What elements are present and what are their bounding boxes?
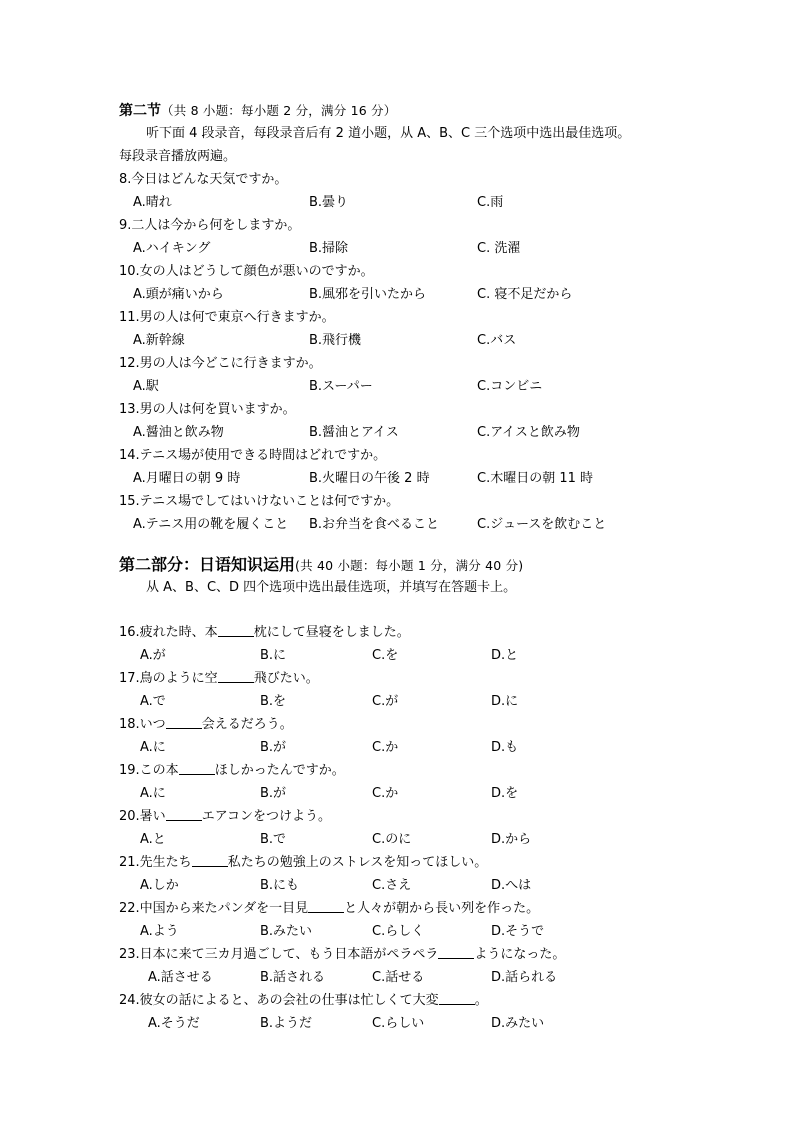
- part-note: (共 40 小题：每小题 1 分，满分 40 分): [295, 558, 524, 573]
- option-a: A.に: [140, 740, 166, 755]
- option-c: C.バス: [477, 333, 517, 348]
- option-a: A.よう: [140, 924, 179, 939]
- options-row: [119, 644, 759, 667]
- question-text: 15.テニス場でしてはいけないことは何ですか。: [119, 494, 400, 509]
- question-stem: 18.いつ: [119, 717, 166, 732]
- option-a: A.晴れ: [133, 195, 172, 210]
- option-b: B.お弁当を食べること: [309, 517, 440, 532]
- option-b: B.スーパー: [309, 379, 373, 394]
- option-c: C.話せる: [372, 970, 425, 985]
- answer-blank: [438, 944, 474, 959]
- answer-blank: [439, 990, 475, 1005]
- question-text: [119, 851, 759, 874]
- option-a: A.醤油と飲み物: [133, 425, 224, 440]
- answer-blank: [179, 760, 215, 775]
- options-row: [119, 966, 759, 989]
- option-d: D.そうで: [491, 924, 545, 939]
- answer-blank: [192, 852, 228, 867]
- question-stem: 21.先生たち: [119, 855, 192, 870]
- option-d: D.話られる: [491, 970, 558, 985]
- option-b: B.風邪を引いたから: [309, 287, 427, 302]
- option-a: A.話させる: [148, 970, 213, 985]
- option-b: B.にも: [260, 878, 300, 893]
- question-stem: 19.この本: [119, 763, 179, 778]
- section-note: （共 8 小题：每小题 2 分，满分 16 分）: [161, 103, 397, 118]
- instruction-line-1: 听下面 4 段录音，每段录音后有 2 道小题，从 A、B、C 三个选项中选出最佳选项。: [146, 126, 631, 141]
- question-text: 9.二人は今から何をしますか。: [119, 218, 301, 233]
- options-row: [119, 782, 759, 805]
- options-row: [119, 237, 759, 260]
- answer-blank: [218, 622, 254, 637]
- question-tail: 会えるだろう。: [201, 717, 293, 732]
- options-row: [119, 283, 759, 306]
- option-c: C. 寝不足だから: [477, 287, 573, 302]
- question-stem: 16.疲れた時、本: [119, 625, 218, 640]
- question-stem: 23.日本に来て三カ月過ごして、もう日本語がペラペラ: [119, 947, 439, 962]
- option-a: A.ハイキング: [133, 241, 211, 256]
- option-b: B.話される: [260, 970, 326, 985]
- option-c: C.コンビニ: [477, 379, 543, 394]
- option-a: A.新幹線: [133, 333, 185, 348]
- question-text: 11.男の人は何で東京へ行きますか。: [119, 310, 335, 325]
- grammar-questions: [119, 621, 759, 1035]
- option-d: D.から: [491, 832, 532, 847]
- option-c: C.のに: [372, 832, 412, 847]
- option-b: B.が: [260, 740, 287, 755]
- question-stem: 22.中国から来たパンダを一目見: [119, 901, 309, 916]
- option-c: C.木曜日の朝 11 時: [477, 471, 594, 486]
- question-text: [119, 989, 759, 1012]
- question-text: [119, 713, 759, 736]
- question-tail: 私たちの勉強上のストレスを知ってほしい。: [227, 855, 488, 870]
- option-b: B.を: [260, 694, 287, 709]
- option-d: D.に: [491, 694, 519, 709]
- question-tail: ほしかったんですか。: [214, 763, 345, 778]
- option-c: C.か: [372, 740, 399, 755]
- question-tail: ようになった。: [474, 947, 566, 962]
- option-a: A.で: [140, 694, 166, 709]
- option-c: C.雨: [477, 195, 504, 210]
- part2-header: [119, 553, 759, 599]
- options-row: [119, 828, 759, 851]
- question-text: [119, 667, 759, 690]
- option-a: A.テニス用の靴を履くこと: [133, 517, 289, 532]
- listening-section: [119, 99, 759, 536]
- question-text: 12.男の人は今どこに行きますか。: [119, 356, 322, 371]
- question-tail: 枕にして昼寝をしました。: [253, 625, 410, 640]
- option-b: B.飛行機: [309, 333, 362, 348]
- answer-blank: [166, 714, 202, 729]
- option-c: C.らしく: [372, 924, 425, 939]
- part-instruction: 从 A、B、C、D 四个选项中选出最佳选项，并填写在答题卡上。: [146, 580, 517, 595]
- question-text: [119, 759, 759, 782]
- options-row: [119, 690, 759, 713]
- options-row: [119, 736, 759, 759]
- options-row: [119, 329, 759, 352]
- option-a: A.が: [140, 648, 166, 663]
- option-a: A.と: [140, 832, 166, 847]
- options-row: [119, 375, 759, 398]
- options-row: [119, 1012, 759, 1035]
- part-title: 第二部分：日语知识运用: [119, 555, 296, 574]
- question-text: 14.テニス場が使用できる時間はどれですか。: [119, 448, 387, 463]
- option-a: A.に: [140, 786, 166, 801]
- option-c: C.か: [372, 786, 399, 801]
- option-d: D.へは: [491, 878, 532, 893]
- option-b: B.ようだ: [260, 1016, 313, 1031]
- option-c: C.らしい: [372, 1016, 425, 1031]
- option-b: B.火曜日の午後 2 時: [309, 471, 430, 486]
- question-text: [119, 621, 759, 644]
- question-tail: 。: [474, 993, 488, 1008]
- options-row: [119, 421, 759, 444]
- answer-blank: [308, 898, 344, 913]
- option-b: B.曇り: [309, 195, 349, 210]
- question-tail: 飛びたい。: [253, 671, 319, 686]
- options-row: [119, 874, 759, 897]
- option-c: C. 洗濯: [477, 241, 521, 256]
- question-text: [119, 897, 759, 920]
- options-row: [119, 467, 759, 490]
- options-row: [119, 920, 759, 943]
- question-stem: 17.鳥のように空: [119, 671, 218, 686]
- options-row: [119, 191, 759, 214]
- question-tail: エアコンをつけよう。: [201, 809, 332, 824]
- option-a: A.駅: [133, 379, 159, 394]
- option-a: A.頭が痛いから: [133, 287, 224, 302]
- option-a: A.月曜日の朝 9 時: [133, 471, 241, 486]
- question-stem: 24.彼女の話によると、あの会社の仕事は忙しくて大変: [119, 993, 439, 1008]
- option-d: D.を: [491, 786, 519, 801]
- listening-questions: [119, 168, 759, 536]
- option-b: B.が: [260, 786, 287, 801]
- instruction-line-2: 每段录音播放两遍。: [119, 149, 237, 164]
- option-d: D.と: [491, 648, 519, 663]
- option-d: D.みたい: [491, 1016, 545, 1031]
- option-b: B.みたい: [260, 924, 313, 939]
- option-c: C.ジュースを飲むこと: [477, 517, 607, 532]
- answer-blank: [218, 668, 254, 683]
- part-heading: [119, 553, 759, 576]
- question-text: 13.男の人は何を買いますか。: [119, 402, 296, 417]
- option-d: D.も: [491, 740, 519, 755]
- option-a: A.しか: [140, 878, 179, 893]
- answer-blank: [166, 806, 202, 821]
- section-title: 第二节: [119, 103, 161, 119]
- question-stem: 20.暑い: [119, 809, 166, 824]
- question-text: 8.今日はどんな天気ですか。: [119, 172, 288, 187]
- question-text: [119, 943, 759, 966]
- option-b: B.醤油とアイス: [309, 425, 399, 440]
- options-row: [119, 513, 759, 536]
- option-c: C.を: [372, 648, 399, 663]
- question-text: 10.女の人はどうして顔色が悪いのですか。: [119, 264, 374, 279]
- option-c: C.が: [372, 694, 399, 709]
- option-c: C.アイスと飲み物: [477, 425, 580, 440]
- option-b: B.で: [260, 832, 287, 847]
- option-a: A.そうだ: [148, 1016, 200, 1031]
- question-text: [119, 805, 759, 828]
- option-b: B.掃除: [309, 241, 349, 256]
- option-b: B.に: [260, 648, 287, 663]
- option-c: C.さえ: [372, 878, 412, 893]
- section-heading: [119, 99, 759, 122]
- question-tail: と人々が朝から長い列を作った。: [344, 901, 540, 916]
